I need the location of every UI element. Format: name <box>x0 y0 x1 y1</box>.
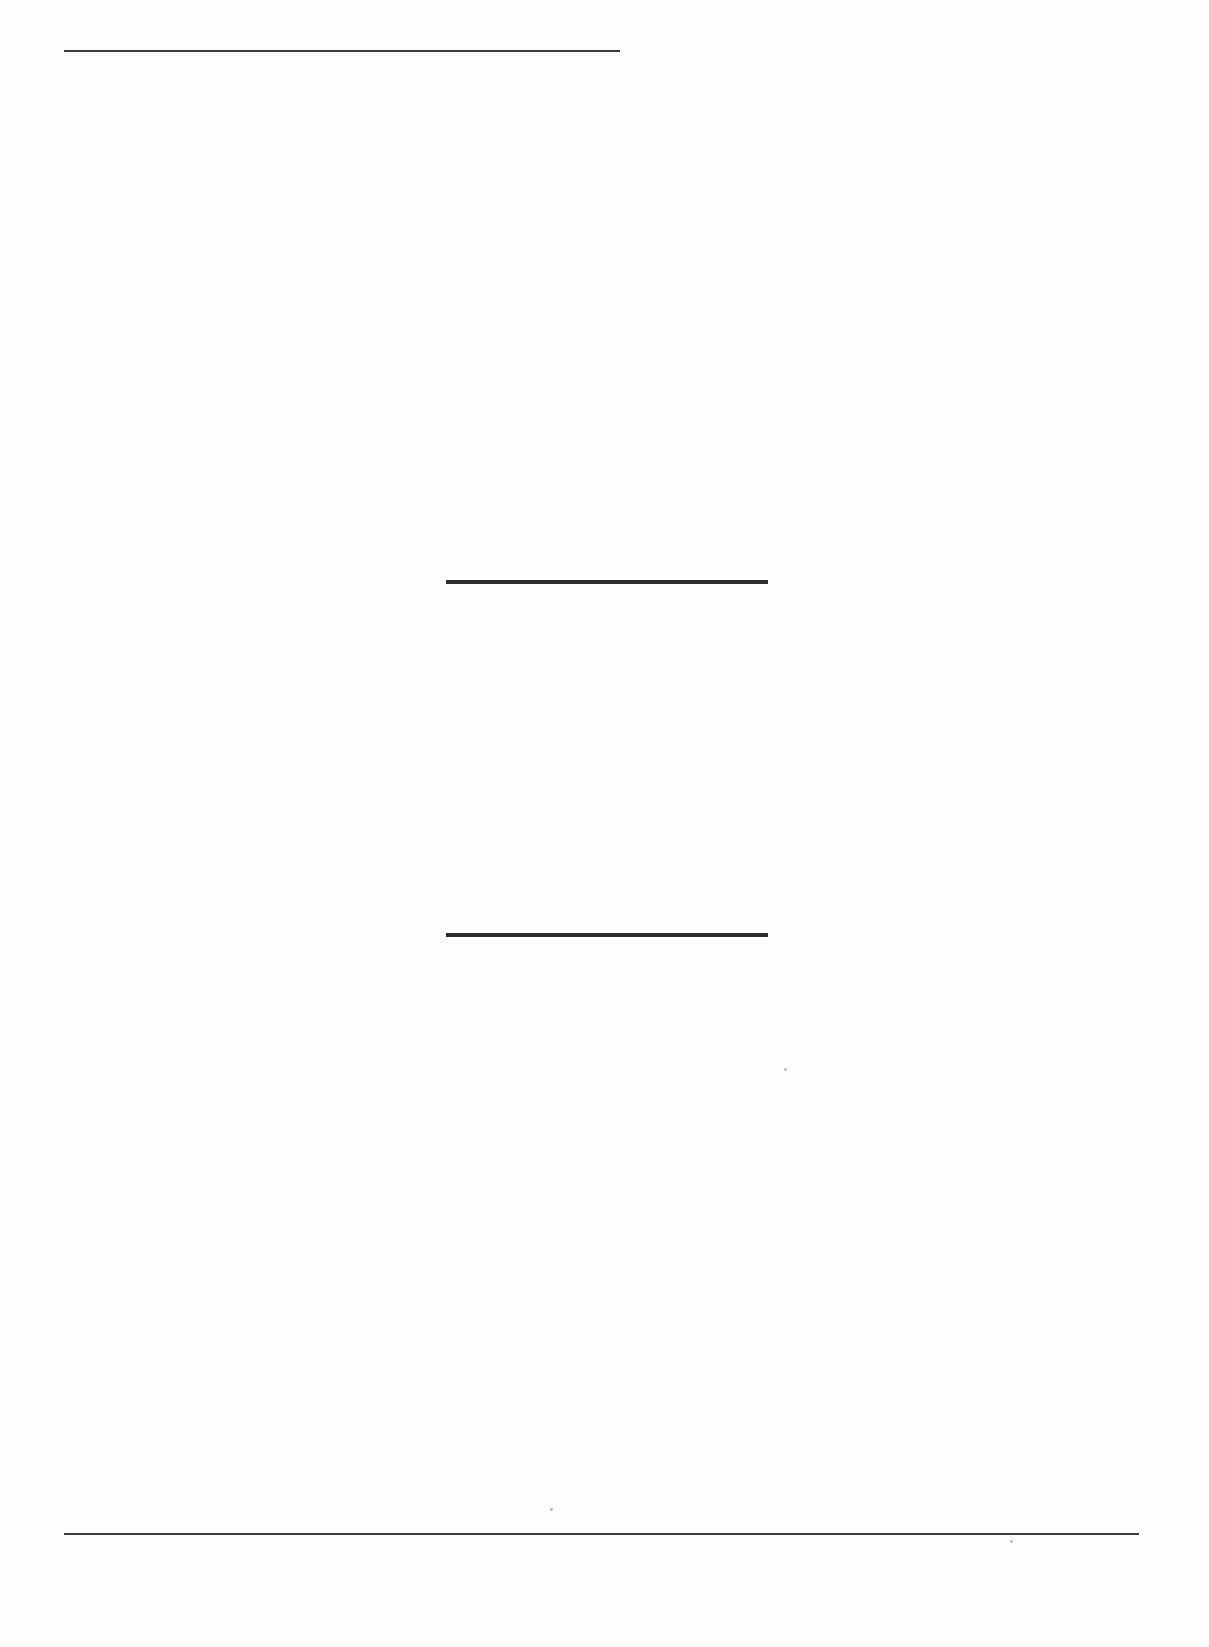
running-head <box>66 66 286 78</box>
body-column-3 <box>820 148 1140 1523</box>
folio <box>66 1543 306 1557</box>
pullquote-rule-bottom <box>446 933 768 937</box>
header-rule <box>64 50 620 52</box>
footer-rule <box>64 1533 1139 1535</box>
pullquote <box>446 612 768 912</box>
speck-mark <box>1010 1540 1013 1543</box>
speck-mark <box>784 1068 787 1071</box>
body-column-2-top <box>446 148 766 558</box>
pullquote-rule-top <box>446 580 768 584</box>
speck-mark <box>550 1508 553 1511</box>
body-column-2-bottom <box>446 952 766 1522</box>
body-column-1 <box>66 148 384 1523</box>
